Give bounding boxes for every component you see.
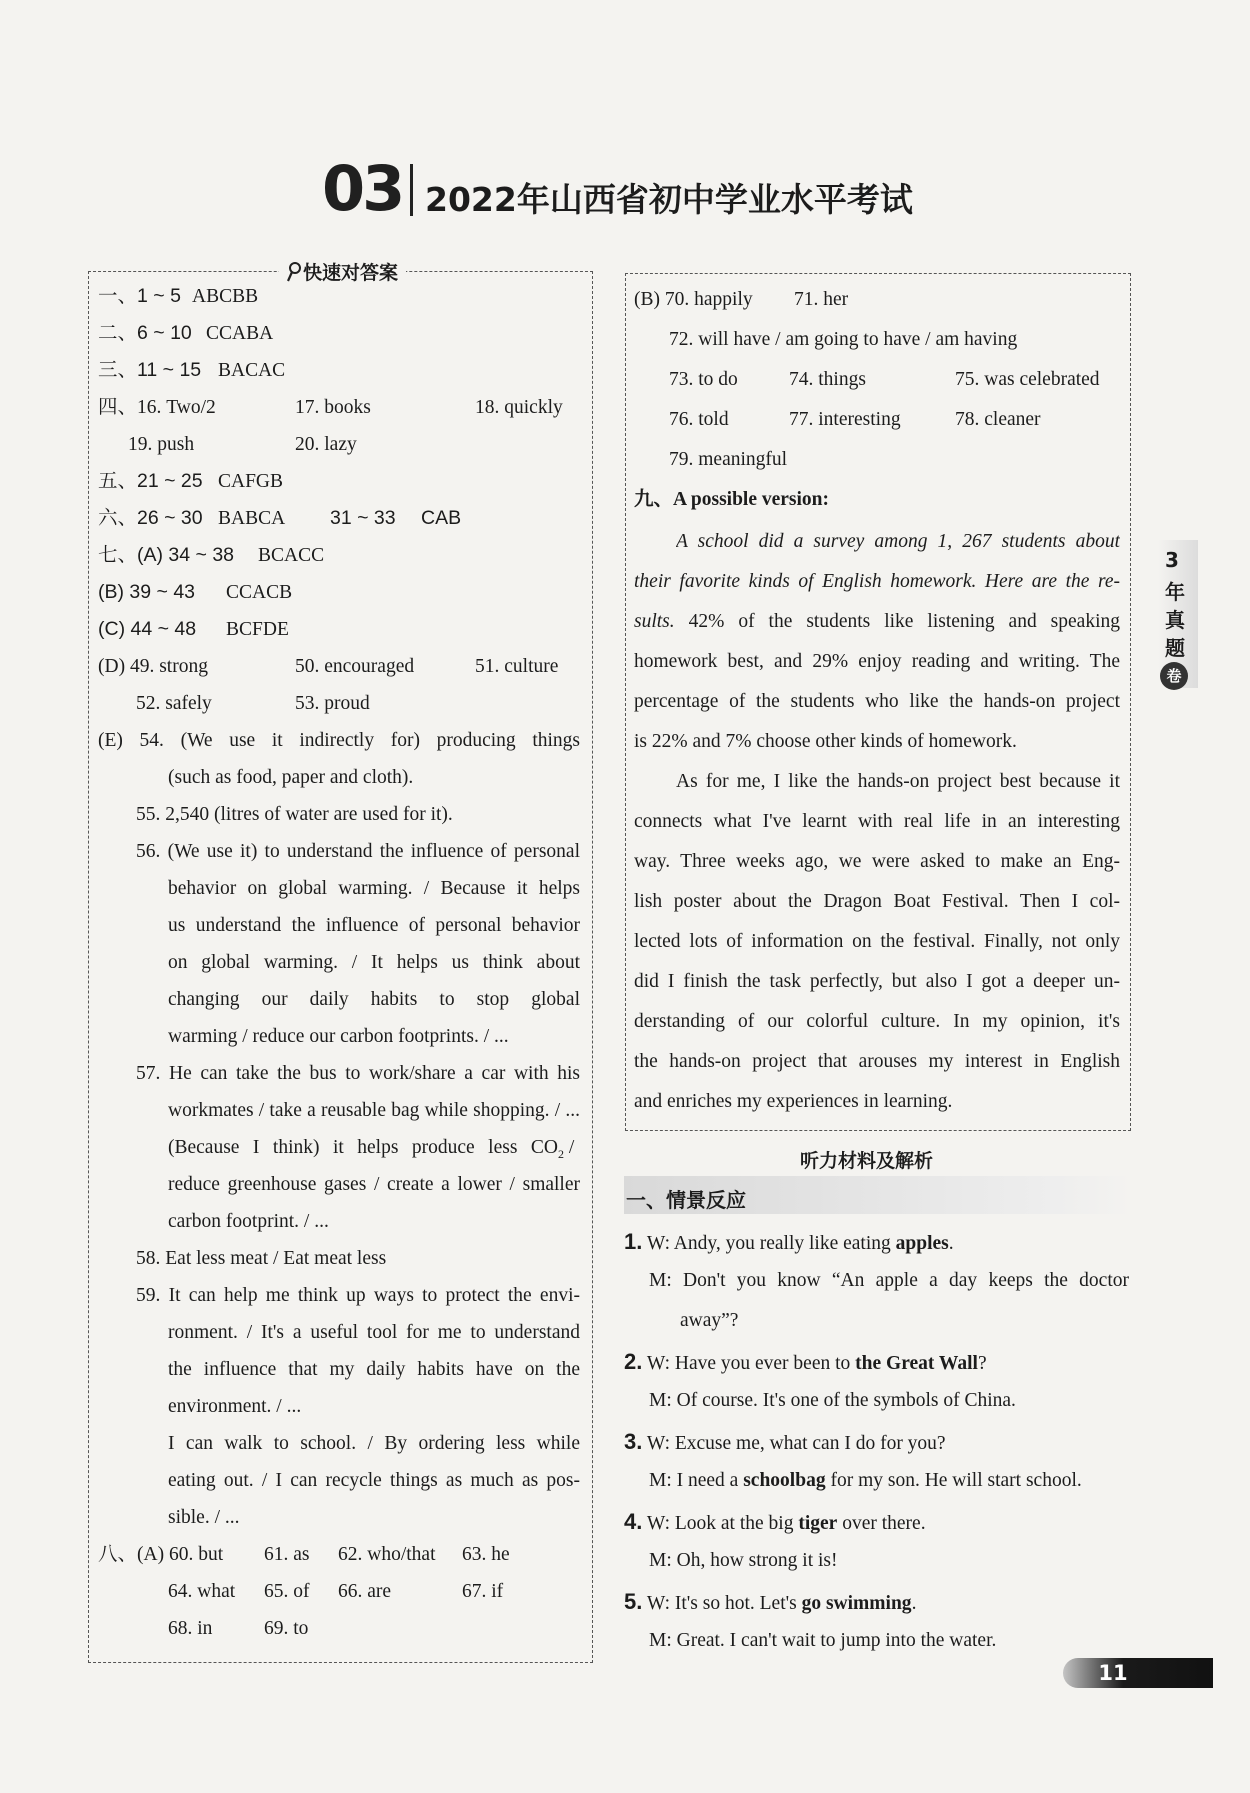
answer-line: ronment. / It's a useful tool for me to understand bbox=[168, 1323, 580, 1343]
list-item: 51. culture bbox=[475, 656, 559, 677]
answer-line: warming / reduce our carbon footprints. / ... bbox=[168, 1026, 509, 1047]
essay-line: did I finish the task perfectly, but also I got a deeper un- bbox=[634, 972, 1120, 992]
dialog-line: 1. W: Andy, you really like eating apples. bbox=[624, 1229, 954, 1254]
list-item: 50. encouraged bbox=[295, 656, 415, 677]
answer-line: 58. Eat less meat / Eat meat less bbox=[136, 1248, 387, 1269]
answer-line: (E) 54. (We use it indirectly for) producing things bbox=[98, 731, 580, 751]
list-item: 八、(A) 60. but bbox=[98, 1544, 224, 1565]
dialog-line: M: Don't you know “An apple a day keeps the doctor bbox=[649, 1271, 1129, 1291]
answer-line: reduce greenhouse gases / create a lower / smaller bbox=[168, 1175, 580, 1195]
answer-line: carbon footprint. / ... bbox=[168, 1211, 329, 1232]
list-item: 20. lazy bbox=[295, 434, 357, 455]
answer-line: 59. It can help me think up ways to protect the envi- bbox=[136, 1286, 580, 1306]
listening-title: 听力材料及解析 bbox=[800, 1150, 934, 1172]
list-item: 66. are bbox=[338, 1581, 392, 1602]
dialog-line: 5. W: It's so hot. Let's go swimming. bbox=[624, 1589, 917, 1614]
list-item: 61. as bbox=[264, 1544, 310, 1565]
dialog-line: 2. W: Have you ever been to the Great Wall? bbox=[624, 1349, 987, 1374]
list-item: 68. in bbox=[168, 1618, 213, 1639]
side-tab-char: 真 bbox=[1165, 608, 1185, 632]
essay-heading: 九、A possible version: bbox=[634, 489, 830, 510]
list-item: 63. he bbox=[462, 1544, 510, 1565]
dialog-line: M: Of course. It's one of the symbols of China. bbox=[649, 1390, 1016, 1411]
list-item: 七、(A) 34 ~ 38 BCACC bbox=[98, 544, 325, 566]
answer-line: 57. He can take the bus to work/share a car with his bbox=[136, 1064, 580, 1084]
answer-line: sible. / ... bbox=[168, 1507, 240, 1528]
list-item: 六、26 ~ 30 BABCA bbox=[98, 507, 286, 529]
answer-line: us understand the influence of personal behavior bbox=[168, 916, 580, 936]
essay-line: homework best, and 29% enjoy reading and writing. The bbox=[634, 652, 1120, 672]
page-header bbox=[0, 150, 1250, 230]
answer-line: 55. 2,540 (litres of water are used for it). bbox=[136, 804, 453, 825]
essay-line: their favorite kinds of English homework. Here are the re- bbox=[634, 572, 1120, 592]
list-item: 52. safely bbox=[136, 693, 212, 714]
page-title: 2022年山西省初中学业水平考试 bbox=[425, 180, 913, 219]
list-item: 75. was celebrated bbox=[955, 369, 1100, 390]
answer-line: behavior on global warming. / Because it helps bbox=[168, 879, 580, 899]
answer-line: (Because I think) it helps produce less $CO_2$ / bbox=[168, 1137, 575, 1161]
list-item: 69. to bbox=[264, 1618, 309, 1639]
answer-line: the influence that my daily habits have on the bbox=[168, 1360, 580, 1380]
header-divider bbox=[410, 164, 413, 216]
side-tab-badge: 卷 bbox=[1160, 662, 1188, 690]
list-item: 67. if bbox=[462, 1581, 504, 1602]
list-item: 31 ~ 33 bbox=[330, 507, 396, 529]
list-item: 64. what bbox=[168, 1581, 236, 1602]
list-item: (B) 39 ~ 43 CCACB bbox=[98, 581, 293, 603]
essay-line: the hands-on project that arouses my interest in English bbox=[634, 1052, 1120, 1072]
dialog-line: away”? bbox=[680, 1310, 739, 1331]
list-item: CAB bbox=[421, 507, 462, 529]
answer-line: changing our daily habits to stop global bbox=[168, 990, 580, 1010]
essay-line: lected lots of information on the festival. Finally, not only bbox=[634, 932, 1120, 952]
list-item: 72. will have / am going to have / am having bbox=[669, 329, 1018, 350]
list-item: 78. cleaner bbox=[955, 409, 1041, 430]
dialog-line: M: I need a schoolbag for my son. He will start school. bbox=[649, 1470, 1082, 1491]
side-tab-char: 年 bbox=[1165, 580, 1185, 604]
list-item: 19. push bbox=[128, 434, 195, 455]
essay-line: percentage of the students who like the hands-on project bbox=[634, 692, 1120, 712]
list-item: 18. quickly bbox=[475, 397, 563, 418]
list-item: 65. of bbox=[264, 1581, 310, 1602]
essay-line: is 22% and 7% choose other kinds of homework. bbox=[634, 731, 1017, 752]
list-item: 77. interesting bbox=[789, 409, 901, 430]
list-item: (B) 70. happily bbox=[634, 289, 753, 310]
answer-line: 56. (We use it) to understand the influence of personal bbox=[136, 842, 580, 862]
list-item: 一、1 ~ 5 ABCBB bbox=[98, 285, 259, 307]
essay-line: derstanding of our colorful culture. In my opinion, it's bbox=[634, 1012, 1120, 1032]
essay-line: and enriches my experiences in learning. bbox=[634, 1091, 953, 1112]
list-item: 71. her bbox=[794, 289, 849, 310]
list-item: 17. books bbox=[295, 397, 371, 418]
answer-line: environment. / ... bbox=[168, 1396, 302, 1417]
essay-line: sults. 42% of the students like listening and speaking bbox=[634, 612, 1120, 632]
essay-line: way. Three weeks ago, we were asked to make an Eng- bbox=[634, 852, 1120, 872]
essay-line: lish poster about the Dragon Boat Festival. Then I col- bbox=[634, 892, 1120, 912]
page-number: 11 bbox=[1098, 1661, 1128, 1685]
dialog-line: M: Great. I can't wait to jump into the water. bbox=[649, 1630, 997, 1651]
answer-line: I can walk to school. / By ordering less while bbox=[168, 1434, 580, 1454]
side-tab-char: 题 bbox=[1165, 636, 1185, 660]
list-item: 三、11 ~ 15 BACAC bbox=[98, 359, 286, 381]
dialog-line: M: Oh, how strong it is! bbox=[649, 1550, 838, 1571]
list-item: 76. told bbox=[669, 409, 729, 430]
list-item: (D) 49. strong bbox=[98, 656, 208, 677]
list-item: 53. proud bbox=[295, 693, 370, 714]
list-item: 62. who/that bbox=[338, 1544, 436, 1565]
answer-line: on global warming. / It helps us think about bbox=[168, 953, 580, 973]
list-item: 74. things bbox=[789, 369, 866, 390]
search-icon bbox=[287, 262, 301, 287]
dialog-line: 4. W: Look at the big tiger over there. bbox=[624, 1509, 926, 1534]
list-item: (C) 44 ~ 48 BCFDE bbox=[98, 618, 289, 640]
list-item: 四、16. Two/2 bbox=[98, 397, 216, 418]
answer-box-title-text: 快速对答案 bbox=[303, 262, 399, 284]
answer-box-title bbox=[279, 258, 406, 287]
side-tab-char: 3 bbox=[1165, 548, 1179, 572]
list-item: 五、21 ~ 25 CAFGB bbox=[98, 470, 284, 492]
page-number-tab bbox=[1063, 1658, 1213, 1688]
essay-line: connects what I've learnt with real life in an interesting bbox=[634, 812, 1120, 832]
list-item: 79. meaningful bbox=[669, 449, 788, 470]
essay-line: As for me, I like the hands-on project best because it bbox=[676, 772, 1120, 792]
list-item: 二、6 ~ 10 CCABA bbox=[98, 322, 274, 344]
essay-line: A school did a survey among 1, 267 students about bbox=[676, 532, 1120, 552]
subsection-title: 一、情景反应 bbox=[626, 1188, 746, 1212]
answer-line: eating out. / I can recycle things as much as pos- bbox=[168, 1471, 580, 1491]
list-item: 73. to do bbox=[669, 369, 738, 390]
answer-line: workmates / take a reusable bag while shopping. / ... bbox=[168, 1101, 580, 1121]
answer-line: (such as food, paper and cloth). bbox=[168, 767, 414, 788]
dialog-line: 3. W: Excuse me, what can I do for you? bbox=[624, 1429, 946, 1454]
paper-number: 03 bbox=[322, 152, 403, 225]
